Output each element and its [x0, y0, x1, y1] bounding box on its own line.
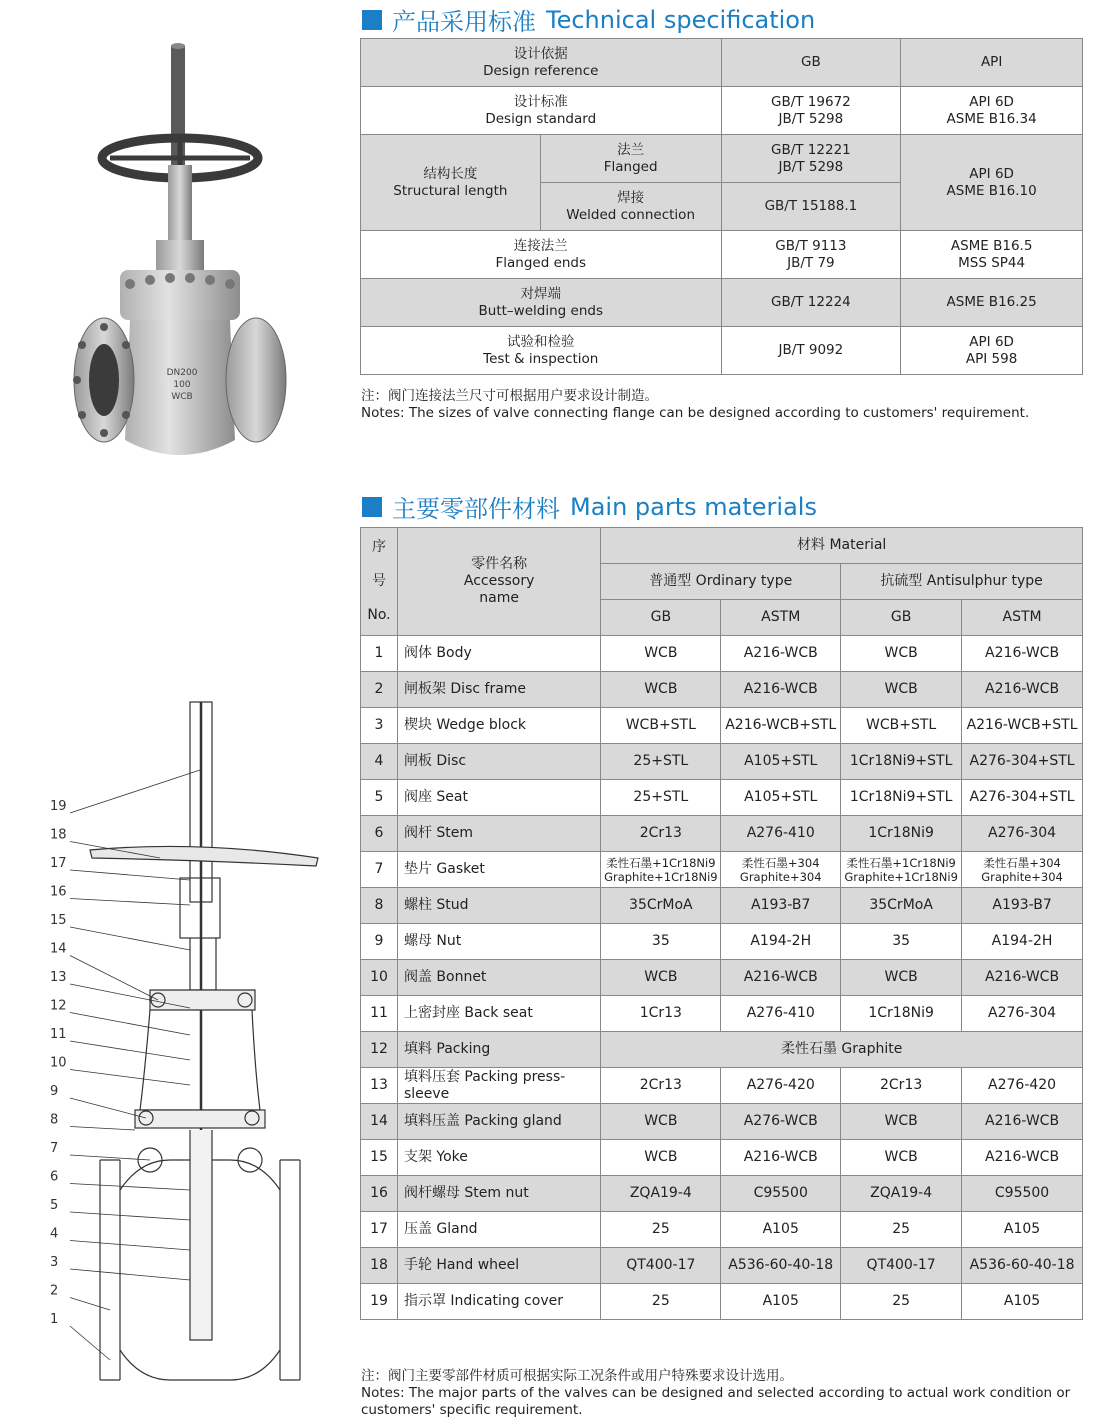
table-cell: 35 [601, 924, 721, 960]
drawing-callout-label: 4 [50, 1226, 59, 1242]
table-row [361, 1248, 1083, 1284]
table-cell: 手轮 Hand wheel [397, 1248, 600, 1284]
table-cell: WCB [601, 960, 721, 996]
table-cell: 指示罩 Indicating cover [397, 1284, 600, 1320]
table-cell: 9 [361, 924, 398, 960]
table-cell: A194-2H [962, 924, 1083, 960]
drawing-callout-label: 18 [50, 827, 67, 843]
materials-table [360, 527, 1083, 1320]
table-cell: A216-WCB [962, 672, 1083, 708]
spec-cell: API 6D ASME B16.34 [901, 87, 1083, 135]
table-cell: A276-304+STL [962, 744, 1083, 780]
table-cell: 5 [361, 780, 398, 816]
spec-table [360, 38, 1083, 375]
header-gb: GB [601, 600, 721, 636]
header-ordinary-type: 普通型 Ordinary type [601, 564, 841, 600]
table-row [361, 744, 1083, 780]
table-row [361, 1176, 1083, 1212]
valve-section-drawing [40, 690, 340, 1410]
table-cell: A105+STL [721, 744, 841, 780]
drawing-callout-label: 19 [50, 799, 67, 814]
table-cell: A276-WCB [721, 1104, 841, 1140]
drawing-leader-line [70, 1070, 190, 1086]
table-cell: 柔性石墨+1Cr18Ni9 Graphite+1Cr18Ni9 [601, 852, 721, 888]
table-cell: A216-WCB [721, 1140, 841, 1176]
table-cell: 支架 Yoke [397, 1140, 600, 1176]
table-cell: 1Cr18Ni9 [841, 816, 962, 852]
spec-cell: GB/T 12221 JB/T 5298 [721, 135, 901, 183]
drawing-leader-line [70, 1298, 110, 1311]
drawing-callout-label: 3 [50, 1255, 59, 1270]
table-cell: 25+STL [601, 744, 721, 780]
table-cell: 8 [361, 888, 398, 924]
table-cell: 柔性石墨+1Cr18Ni9 Graphite+1Cr18Ni9 [841, 852, 962, 888]
table-cell: 楔块 Wedge block [397, 708, 600, 744]
table-cell: 上密封座 Back seat [397, 996, 600, 1032]
table-cell: C95500 [721, 1176, 841, 1212]
table-cell: 柔性石墨+304 Graphite+304 [962, 852, 1083, 888]
header-gb: GB [841, 600, 962, 636]
table-cell: WCB [601, 1104, 721, 1140]
table-cell: 闸板 Disc [397, 744, 600, 780]
table-row [361, 1212, 1083, 1248]
spec-note-en: Notes: The sizes of valve connecting flange can be designed according to customers' requirement. [361, 405, 1030, 421]
table-cell: A216-WCB [962, 636, 1083, 672]
header-material: 材料 Material [601, 528, 1083, 564]
spec-cell: 试验和检验 Test & inspection [361, 327, 722, 375]
drawing-callout-label: 17 [50, 856, 67, 871]
table-cell: 16 [361, 1176, 398, 1212]
drawing-leader-line [70, 1041, 190, 1060]
table-cell: 填料压套 Packing press-sleeve [397, 1068, 600, 1104]
table-cell: WCB+STL [601, 708, 721, 744]
photo-marking-pressure: 100 [173, 380, 191, 390]
drawing-callout-label: 5 [50, 1198, 59, 1213]
drawing-leader-line [70, 1184, 190, 1191]
spec-cell: API 6D API 598 [901, 327, 1083, 375]
table-cell: WCB [601, 636, 721, 672]
table-cell: A536-60-40-18 [721, 1248, 841, 1284]
table-cell: 25+STL [601, 780, 721, 816]
materials-note-en: Notes: The major parts of the valves can be designed and selected according to actual work condition or [361, 1385, 1071, 1401]
table-cell: A105 [962, 1212, 1083, 1248]
table-row [361, 1032, 1083, 1068]
table-row [361, 960, 1083, 996]
spec-header-gb: GB [721, 39, 901, 87]
spec-cell: 法兰 Flanged [540, 135, 721, 183]
table-cell: 2 [361, 672, 398, 708]
table-cell: WCB [841, 636, 962, 672]
table-row [361, 1284, 1083, 1320]
drawing-leader-line [70, 1241, 190, 1251]
spec-section-title [362, 2, 815, 37]
drawing-callout-label: 16 [50, 884, 67, 900]
table-cell: 35CrMoA [841, 888, 962, 924]
table-row [361, 816, 1083, 852]
drawing-callout-label: 6 [50, 1169, 59, 1185]
table-cell: 12 [361, 1032, 398, 1068]
spec-title-cn: 产品采用标准 [392, 8, 536, 36]
table-cell: 柔性石墨+304 Graphite+304 [721, 852, 841, 888]
materials-note-cn: 注：阀门主要零部件材质可根据实际工况条件或用户特殊要求设计选用。 [361, 1368, 793, 1384]
header-astm: ASTM [721, 600, 841, 636]
spec-cell: 结构长度 Structural length [361, 135, 541, 231]
materials-title-en: Main parts materials [570, 492, 817, 521]
photo-marking-dn: DN200 [166, 368, 198, 378]
spec-cell: ASME B16.5 MSS SP44 [901, 231, 1083, 279]
spec-cell: 对焊端 Butt–welding ends [361, 279, 722, 327]
spec-note [361, 388, 1029, 422]
drawing-leader-line [70, 770, 200, 813]
drawing-callout-label: 1 [50, 1312, 59, 1327]
table-cell: 1Cr18Ni9+STL [841, 780, 962, 816]
table-cell: A276-304 [962, 816, 1083, 852]
table-cell: A276-420 [721, 1068, 841, 1104]
table-cell: A216-WCB [721, 636, 841, 672]
spec-cell: API 6D ASME B16.10 [901, 135, 1083, 231]
drawing-leader-line [70, 1326, 110, 1360]
table-cell: A216-WCB+STL [721, 708, 841, 744]
table-cell: 填料压盖 Packing gland [397, 1104, 600, 1140]
spec-cell: GB/T 12224 [721, 279, 901, 327]
photo-marking-material: WCB [171, 392, 193, 402]
spec-cell: 焊接 Welded connection [540, 183, 721, 231]
drawing-callout-label: 9 [50, 1084, 59, 1099]
table-cell: 6 [361, 816, 398, 852]
table-cell: WCB [841, 960, 962, 996]
table-row [361, 636, 1083, 672]
spec-cell: GB/T 9113 JB/T 79 [721, 231, 901, 279]
table-cell: 螺柱 Stud [397, 888, 600, 924]
spec-cell: 连接法兰 Flanged ends [361, 231, 722, 279]
table-cell: 4 [361, 744, 398, 780]
table-cell: A276-304 [962, 996, 1083, 1032]
table-cell: 14 [361, 1104, 398, 1140]
table-cell: 17 [361, 1212, 398, 1248]
drawing-leader-line [70, 1013, 190, 1036]
table-row [361, 1068, 1083, 1104]
spec-row-test [361, 327, 1083, 375]
table-cell: A105+STL [721, 780, 841, 816]
drawing-callout-label: 15 [50, 913, 67, 928]
table-cell: 阀体 Body [397, 636, 600, 672]
table-cell: 7 [361, 852, 398, 888]
table-cell: 1 [361, 636, 398, 672]
table-cell: A216-WCB+STL [962, 708, 1083, 744]
spec-row-butt [361, 279, 1083, 327]
drawing-callout-label: 12 [50, 998, 67, 1014]
spec-cell: JB/T 9092 [721, 327, 901, 375]
table-cell: WCB+STL [841, 708, 962, 744]
table-cell: A105 [721, 1212, 841, 1248]
table-cell: 35 [841, 924, 962, 960]
table-cell: A193-B7 [721, 888, 841, 924]
table-cell: A105 [721, 1284, 841, 1320]
table-cell: 13 [361, 1068, 398, 1104]
header-accessory-name: 零件名称 Accessory name [397, 528, 600, 636]
table-cell: 压盖 Gland [397, 1212, 600, 1248]
table-cell: WCB [601, 672, 721, 708]
drawing-leader-line [70, 1212, 190, 1220]
drawing-callout-label: 14 [50, 941, 67, 957]
table-cell: 闸板架 Disc frame [397, 672, 600, 708]
table-cell: 10 [361, 960, 398, 996]
drawing-leader-line [70, 870, 190, 880]
drawing-callout-label: 2 [50, 1283, 59, 1299]
materials-note-en-2: customers' specific requirement. [361, 1402, 583, 1418]
table-row [361, 672, 1083, 708]
table-cell: A216-WCB [962, 1104, 1083, 1140]
table-cell: 15 [361, 1140, 398, 1176]
spec-cell: GB/T 15188.1 [721, 183, 901, 231]
table-row [361, 780, 1083, 816]
spec-header-api: API [901, 39, 1083, 87]
table-cell: A193-B7 [962, 888, 1083, 924]
table-cell: 阀座 Seat [397, 780, 600, 816]
table-cell: A276-420 [962, 1068, 1083, 1104]
title-square-icon [362, 497, 382, 517]
spec-cell: ASME B16.25 [901, 279, 1083, 327]
table-cell: 2Cr13 [601, 1068, 721, 1104]
drawing-leader-line [70, 1269, 190, 1280]
table-cell: A276-410 [721, 816, 841, 852]
table-cell: ZQA19-4 [841, 1176, 962, 1212]
table-cell: A276-304+STL [962, 780, 1083, 816]
table-row [361, 1104, 1083, 1140]
table-cell: A216-WCB [962, 1140, 1083, 1176]
table-row [361, 996, 1083, 1032]
table-cell: A216-WCB [962, 960, 1083, 996]
table-cell: 2Cr13 [601, 816, 721, 852]
drawing-leader-line [70, 956, 158, 1001]
table-cell: 螺母 Nut [397, 924, 600, 960]
table-cell: 25 [601, 1284, 721, 1320]
table-cell: 11 [361, 996, 398, 1032]
materials-header-row [361, 528, 1083, 564]
table-cell: QT400-17 [841, 1248, 962, 1284]
drawing-callout-label: 11 [50, 1027, 67, 1042]
table-cell: A194-2H [721, 924, 841, 960]
header-no: 序 号 No. [361, 528, 398, 636]
materials-note [361, 1368, 1070, 1419]
table-cell: 阀杆 Stem [397, 816, 600, 852]
drawing-callout-label: 13 [50, 970, 67, 985]
table-cell: 垫片 Gasket [397, 852, 600, 888]
materials-title-cn: 主要零部件材料 [392, 495, 560, 523]
table-cell: 25 [841, 1212, 962, 1248]
spec-header-row [361, 39, 1083, 87]
drawing-leader-line [70, 927, 190, 950]
table-cell: 19 [361, 1284, 398, 1320]
drawing-leader-line [70, 899, 190, 906]
title-square-icon [362, 10, 382, 30]
table-cell: 25 [841, 1284, 962, 1320]
valve-photo [60, 40, 300, 480]
spec-row-flanged-ends [361, 231, 1083, 279]
table-cell: 阀杆螺母 Stem nut [397, 1176, 600, 1212]
spec-row-structural [361, 135, 1083, 183]
table-cell: WCB [601, 1140, 721, 1176]
table-cell: 25 [601, 1212, 721, 1248]
table-row [361, 1140, 1083, 1176]
drawing-callout-label: 8 [50, 1112, 59, 1128]
drawing-leader-line [70, 1127, 135, 1131]
table-cell: 35CrMoA [601, 888, 721, 924]
table-cell: 1Cr18Ni9+STL [841, 744, 962, 780]
table-cell: 柔性石墨 Graphite [601, 1032, 1083, 1068]
table-cell: 18 [361, 1248, 398, 1284]
header-antisulphur-type: 抗硫型 Antisulphur type [841, 564, 1083, 600]
drawing-callout-label: 7 [50, 1141, 59, 1156]
spec-title-en: Technical specification [546, 5, 816, 34]
table-cell: 1Cr18Ni9 [841, 996, 962, 1032]
table-cell: 填料 Packing [397, 1032, 600, 1068]
table-cell: QT400-17 [601, 1248, 721, 1284]
table-cell: WCB [841, 1104, 962, 1140]
table-cell: 3 [361, 708, 398, 744]
table-cell: ZQA19-4 [601, 1176, 721, 1212]
table-cell: 2Cr13 [841, 1068, 962, 1104]
spec-cell: 设计标准 Design standard [361, 87, 722, 135]
table-row [361, 852, 1083, 888]
materials-section-title [362, 489, 817, 524]
table-cell: WCB [841, 1140, 962, 1176]
table-cell: WCB [841, 672, 962, 708]
table-cell: A536-60-40-18 [962, 1248, 1083, 1284]
table-cell: A216-WCB [721, 672, 841, 708]
drawing-leader-line [70, 1098, 146, 1118]
drawing-callout-label: 10 [50, 1055, 67, 1071]
table-cell: A105 [962, 1284, 1083, 1320]
spec-row-design [361, 87, 1083, 135]
table-row [361, 708, 1083, 744]
header-astm: ASTM [962, 600, 1083, 636]
spec-note-cn: 注：阀门连接法兰尺寸可根据用户要求设计制造。 [361, 388, 658, 404]
table-cell: C95500 [962, 1176, 1083, 1212]
table-row [361, 888, 1083, 924]
table-cell: A276-410 [721, 996, 841, 1032]
table-cell: 阀盖 Bonnet [397, 960, 600, 996]
table-row [361, 924, 1083, 960]
table-cell: A216-WCB [721, 960, 841, 996]
spec-header-ref: 设计依据 Design reference [361, 39, 722, 87]
table-cell: 1Cr13 [601, 996, 721, 1032]
spec-cell: GB/T 19672 JB/T 5298 [721, 87, 901, 135]
